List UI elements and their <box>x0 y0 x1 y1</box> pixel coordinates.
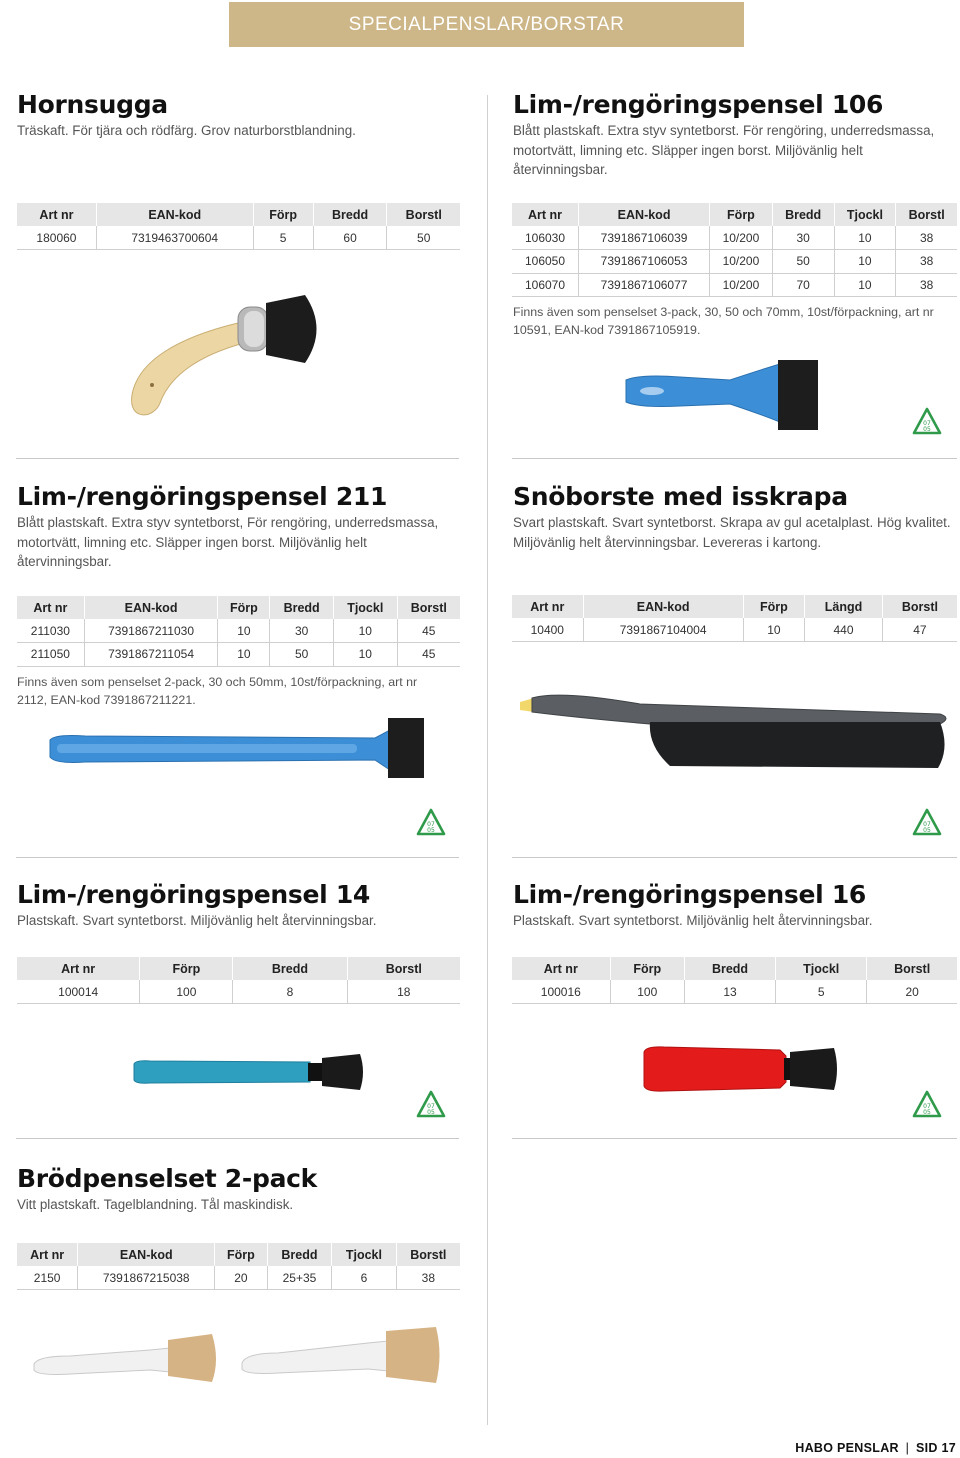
table-cell: 13 <box>684 980 775 1004</box>
product-106 <box>513 90 953 180</box>
table-cell: 10 <box>743 618 804 642</box>
spec-table <box>17 596 460 667</box>
brush-14-image <box>130 1050 365 1095</box>
product-note: Finns även som penselset 3-pack, 30, 50 och 70mm, 10st/förpackning, art nr 10591, EAN-kod 7391867105919. <box>513 305 934 337</box>
column-divider <box>487 95 488 1425</box>
table-row <box>17 980 460 1004</box>
table-cell: 7391867215038 <box>78 1266 215 1290</box>
table-cell: 106030 <box>512 226 578 250</box>
table-cell: 10 <box>218 619 270 643</box>
blue-brush-211-image <box>45 712 425 782</box>
divider <box>16 458 459 459</box>
table-cell: 7319463700604 <box>96 226 253 250</box>
table-cell: 45 <box>397 619 460 643</box>
column-header: Bredd <box>233 957 347 980</box>
table-cell: 50 <box>270 643 334 667</box>
column-header: Art nr <box>512 595 583 618</box>
column-header: Art nr <box>17 203 96 226</box>
table-cell: 7391867106053 <box>578 250 709 274</box>
recycle-code: 05 <box>923 827 931 834</box>
product-title: Hornsugga <box>17 90 168 119</box>
table-cell: 38 <box>896 273 957 297</box>
table-cell: 8 <box>233 980 347 1004</box>
blue-brush-106-image <box>620 350 830 440</box>
product-description: Blått plastskaft. Extra styv syntetborst. För rengöring, underredsmassa, motortvätt, limning etc. Släpper ingen borst. Miljövänlig helt återvinningsbar. <box>513 123 935 177</box>
product-title: Snöborste med isskrapa <box>513 482 848 511</box>
recycle-icon <box>911 1090 943 1120</box>
column-header: Borstl <box>882 595 957 618</box>
table-cell: 2150 <box>17 1266 78 1290</box>
table-cell: 38 <box>896 250 957 274</box>
hornsugga-brush-image <box>110 285 340 435</box>
column-header: Tjockl <box>333 596 397 619</box>
table-row <box>17 1266 460 1290</box>
column-header: Förp <box>743 595 804 618</box>
table-cell: 10 <box>834 226 896 250</box>
table-row <box>512 618 957 642</box>
page-footer <box>795 1441 956 1455</box>
spec-table <box>512 203 957 297</box>
table-row <box>512 273 957 297</box>
column-header: Tjockl <box>834 203 896 226</box>
brush-16-image <box>640 1042 840 1097</box>
recycle-icon <box>911 808 943 838</box>
column-header: Art nr <box>17 596 84 619</box>
column-header: Förp <box>253 203 313 226</box>
product-title: Lim-/rengöringspensel 211 <box>17 482 388 511</box>
table-row <box>512 250 957 274</box>
table-cell: 440 <box>805 618 883 642</box>
section-banner: SPECIALPENSLAR/BORSTAR <box>229 2 744 47</box>
table-cell: 10 <box>333 619 397 643</box>
column-header: Borstl <box>397 596 460 619</box>
product-title: Lim-/rengöringspensel 14 <box>17 880 371 909</box>
recycle-icon <box>415 1090 447 1120</box>
table-cell: 38 <box>396 1266 460 1290</box>
product-211 <box>17 482 457 572</box>
table-cell: 70 <box>772 273 834 297</box>
table-cell: 100 <box>140 980 233 1004</box>
table-cell: 5 <box>776 980 867 1004</box>
divider <box>512 857 957 858</box>
column-header: Bredd <box>313 203 387 226</box>
column-header: Förp <box>610 957 684 980</box>
bread-brush-image <box>238 1325 443 1387</box>
recycle-code: 05 <box>427 1109 435 1116</box>
table-cell: 7391867211030 <box>84 619 218 643</box>
spec-table <box>17 957 460 1004</box>
column-header: Art nr <box>512 203 578 226</box>
table-cell: 10 <box>218 643 270 667</box>
table-cell: 7391867106077 <box>578 273 709 297</box>
footer-page-number: SID 17 <box>915 1441 956 1455</box>
column-header: Längd <box>805 595 883 618</box>
column-header: Bredd <box>684 957 775 980</box>
product-snoborste <box>513 482 953 552</box>
column-header: EAN-kod <box>96 203 253 226</box>
divider <box>512 458 957 459</box>
table-cell: 5 <box>253 226 313 250</box>
product-title: Brödpenselset 2-pack <box>17 1164 317 1193</box>
table-cell: 18 <box>347 980 460 1004</box>
column-header: Borstl <box>396 1243 460 1266</box>
spec-table <box>512 595 957 642</box>
table-cell: 10/200 <box>710 226 773 250</box>
product-title: Lim-/rengöringspensel 16 <box>513 880 867 909</box>
table-row <box>17 619 460 643</box>
column-header: Art nr <box>17 1243 78 1266</box>
recycle-code: 07 <box>427 1103 435 1110</box>
column-header: Borstl <box>867 957 957 980</box>
divider <box>16 1138 459 1139</box>
spec-table <box>512 957 957 1004</box>
table-cell: 25+35 <box>267 1266 331 1290</box>
footer-brand: HABO PENSLAR <box>795 1441 899 1455</box>
product-note: Finns även som penselset 2-pack, 30 och 50mm, 10st/förpackning, art nr 2112, EAN-kod 7391867211221. <box>17 675 418 707</box>
column-header: Borstl <box>896 203 957 226</box>
product-description: Blått plastskaft. Extra styv syntetborst, För rengöring, underredsmassa, motortvätt, limning etc. Släpper ingen borst. Miljövänlig helt återvinningsbar. <box>17 515 439 569</box>
column-header: Förp <box>215 1243 268 1266</box>
column-header: Förp <box>218 596 270 619</box>
table-cell: 7391867211054 <box>84 643 218 667</box>
table-cell: 100 <box>610 980 684 1004</box>
table-cell: 38 <box>896 226 957 250</box>
divider <box>16 857 459 858</box>
footer-separator: | <box>905 1441 910 1455</box>
table-cell: 10/200 <box>710 250 773 274</box>
product-description: Träskaft. För tjära och rödfärg. Grov naturborstblandning. <box>17 123 356 138</box>
table-cell: 10/200 <box>710 273 773 297</box>
column-header: EAN-kod <box>78 1243 215 1266</box>
product-14 <box>17 880 457 931</box>
recycle-code: 07 <box>923 1103 931 1110</box>
table-cell: 10 <box>834 250 896 274</box>
table-cell: 100016 <box>512 980 610 1004</box>
table-cell: 100014 <box>17 980 140 1004</box>
table-cell: 60 <box>313 226 387 250</box>
table-cell: 6 <box>332 1266 396 1290</box>
recycle-code: 07 <box>923 821 931 828</box>
table-cell: 20 <box>867 980 957 1004</box>
product-description: Plastskaft. Svart syntetborst. Miljövänlig helt återvinningsbar. <box>513 913 873 928</box>
spec-table <box>17 203 460 250</box>
table-cell: 50 <box>387 226 460 250</box>
table-cell: 10 <box>834 273 896 297</box>
column-header: EAN-kod <box>84 596 218 619</box>
column-header: Borstl <box>387 203 460 226</box>
table-row <box>512 226 957 250</box>
table-cell: 50 <box>772 250 834 274</box>
column-header: Borstl <box>347 957 460 980</box>
divider <box>512 1138 957 1139</box>
product-description: Svart plastskaft. Svart syntetborst. Skrapa av gul acetalplast. Hög kvalitet. Miljövänlig helt återvinningsbar. Levereras i kartong. <box>513 515 951 550</box>
table-cell: 20 <box>215 1266 268 1290</box>
spec-table <box>17 1243 460 1290</box>
table-cell: 180060 <box>17 226 96 250</box>
column-header: Bredd <box>270 596 334 619</box>
product-description: Plastskaft. Svart syntetborst. Miljövänlig helt återvinningsbar. <box>17 913 377 928</box>
table-row <box>512 980 957 1004</box>
product-title: Lim-/rengöringspensel 106 <box>513 90 884 119</box>
product-description: Vitt plastskaft. Tagelblandning. Tål maskindisk. <box>17 1197 294 1212</box>
recycle-code: 05 <box>427 827 435 834</box>
recycle-icon <box>911 407 943 437</box>
table-row <box>17 643 460 667</box>
bread-brush-image <box>30 1330 220 1390</box>
recycle-code: 05 <box>923 426 931 433</box>
table-cell: 7391867106039 <box>578 226 709 250</box>
table-cell: 106050 <box>512 250 578 274</box>
recycle-icon <box>415 808 447 838</box>
column-header: EAN-kod <box>578 203 709 226</box>
product-hornsugga <box>17 90 457 141</box>
product-16 <box>513 880 953 931</box>
table-cell: 106070 <box>512 273 578 297</box>
table-cell: 45 <box>397 643 460 667</box>
snow-brush-image <box>520 688 960 778</box>
column-header: Tjockl <box>776 957 867 980</box>
recycle-code: 07 <box>923 420 931 427</box>
table-row <box>17 226 460 250</box>
column-header: Art nr <box>17 957 140 980</box>
table-cell: 211030 <box>17 619 84 643</box>
table-cell: 30 <box>270 619 334 643</box>
column-header: EAN-kod <box>583 595 743 618</box>
product-brodpenselset <box>17 1164 457 1215</box>
column-header: Tjockl <box>332 1243 396 1266</box>
table-cell: 10400 <box>512 618 583 642</box>
column-header: Förp <box>710 203 773 226</box>
column-header: Art nr <box>512 957 610 980</box>
recycle-code: 05 <box>923 1109 931 1116</box>
table-cell: 47 <box>882 618 957 642</box>
column-header: Förp <box>140 957 233 980</box>
table-cell: 211050 <box>17 643 84 667</box>
table-cell: 10 <box>333 643 397 667</box>
table-cell: 7391867104004 <box>583 618 743 642</box>
column-header: Bredd <box>772 203 834 226</box>
recycle-code: 07 <box>427 821 435 828</box>
column-header: Bredd <box>267 1243 331 1266</box>
table-cell: 30 <box>772 226 834 250</box>
